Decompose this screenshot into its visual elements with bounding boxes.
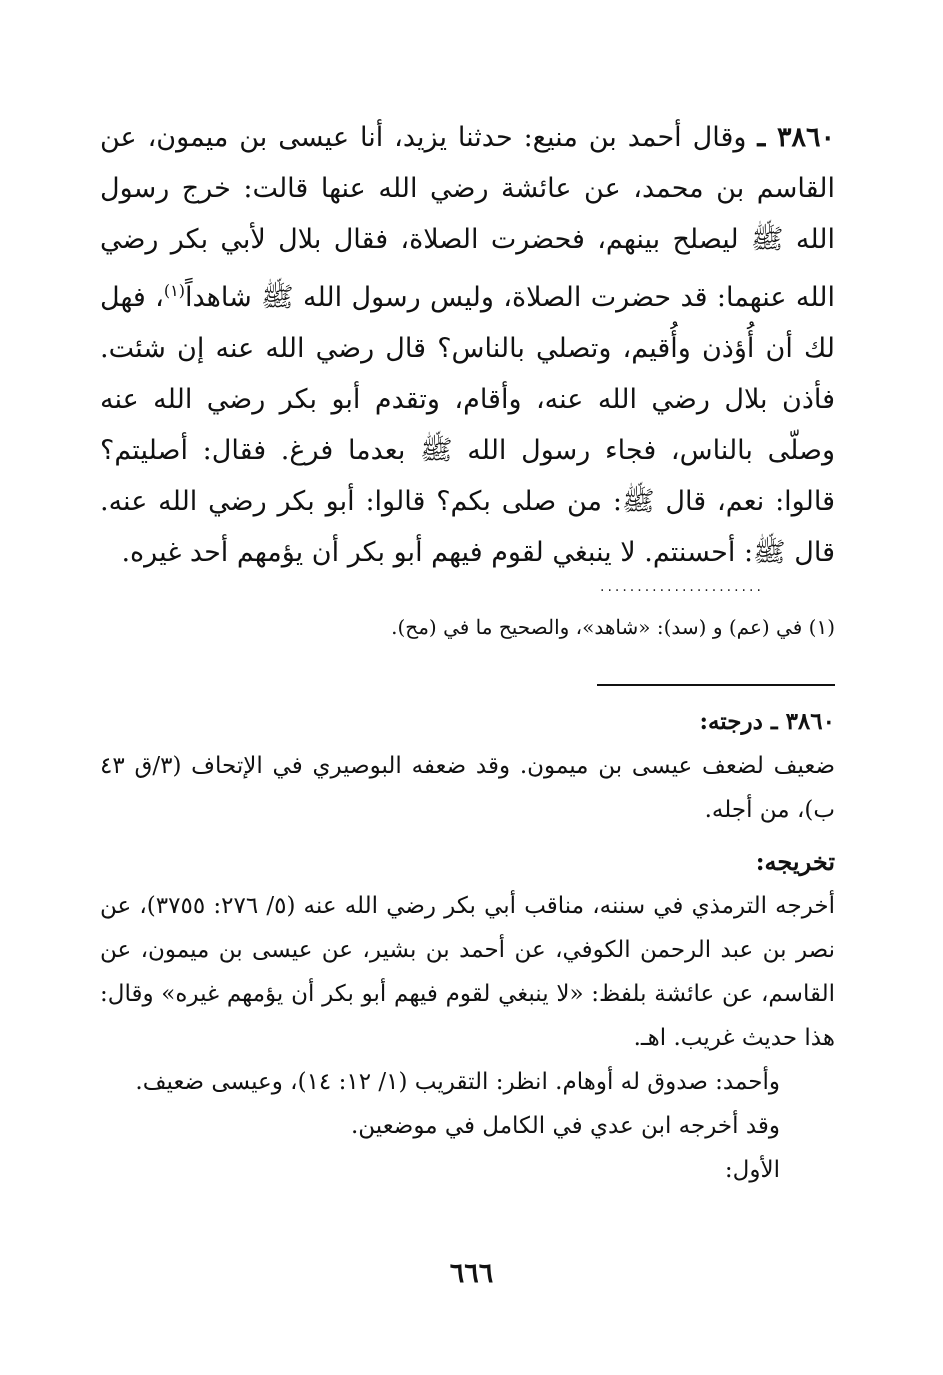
hadith-paragraph (100, 112, 835, 578)
takhrij-heading: تخريجه: (755, 847, 835, 876)
takhrij-paragraph-4: الأول: (724, 1157, 780, 1183)
hadith-text-block (100, 112, 835, 578)
takhrij-paragraph-2: وأحمد: صدوق له أوهام. انظر: التقريب (١/ ١٢: ١٤)، وعيسى ضعيف. (135, 1069, 780, 1095)
footnote-separator: ...................... (600, 582, 764, 592)
hadith-text: وقال أحمد بن منيع: حدثنا يزيد، أنا عيسى بن ميمون، عن القاسم بن محمد، عن عائشة رضي الله عنها قالت: خرج رسول الله ﷺ ليصلح بينهم، فحضرت الصلاة، فقال بلال لأبي بكر رضي الله عنهما: قد حضرت الصلاة، وليس رسول الله ﷺ شاهداً (100, 122, 835, 313)
commentary-block (100, 700, 835, 1192)
section-divider (597, 684, 835, 686)
footnote: (١) في (عم) و (سد): «شاهد»، والصحيح ما في (مح). (391, 615, 835, 639)
hadith-text-continued: ، فهل لك أن أُؤذن وأُقيم، وتصلي بالناس؟ قال رضي الله عنه إن شئت. فأذن بلال رضي الله عنه، وأقام، وتقدم أبو بكر رضي الله عنه وصلّى بالناس، فجاء رسول الله ﷺ بعدما فرغ. فقال: أصليتم؟ قالوا: نعم، قال ﷺ: من صلى بكم؟ قالوا: أبو بكر رضي الله عنه. قال ﷺ: أحسنتم. لا ينبغي لقوم فيهم أبو بكر أن يؤمهم أحد غيره. (100, 282, 835, 568)
takhrij-paragraph-3: وقد أخرجه ابن عدي في الكامل في موضعين. (350, 1113, 780, 1139)
footnote-reference: (١) (163, 281, 185, 300)
grade-text: ضعيف لضعف عيسى بن ميمون. وقد ضعفه البوصيري في الإتحاف (٣/ق ٤٣ ب)، من أجله. (100, 753, 836, 823)
hadith-number: ٣٨٦٠ ـ (757, 122, 835, 153)
page-number: ٦٦٦ (449, 1258, 494, 1289)
grade-heading: ٣٨٦٠ ـ درجته: (699, 708, 835, 735)
takhrij-paragraph-1: أخرجه الترمذي في سننه، مناقب أبي بكر رضي الله عنه (٥/ ٢٧٦: ٣٧٥٥)، عن نصر بن عبد الرحمن الكوفي، عن أحمد بن بشير، عن عيسى بن ميمون، عن القاسم، عن عائشة بلفظ: «لا ينبغي لقوم فيهم أبو بكر أن يؤمهم غيره» وقال: هذا حديث غريب. اهـ. (100, 893, 835, 1051)
